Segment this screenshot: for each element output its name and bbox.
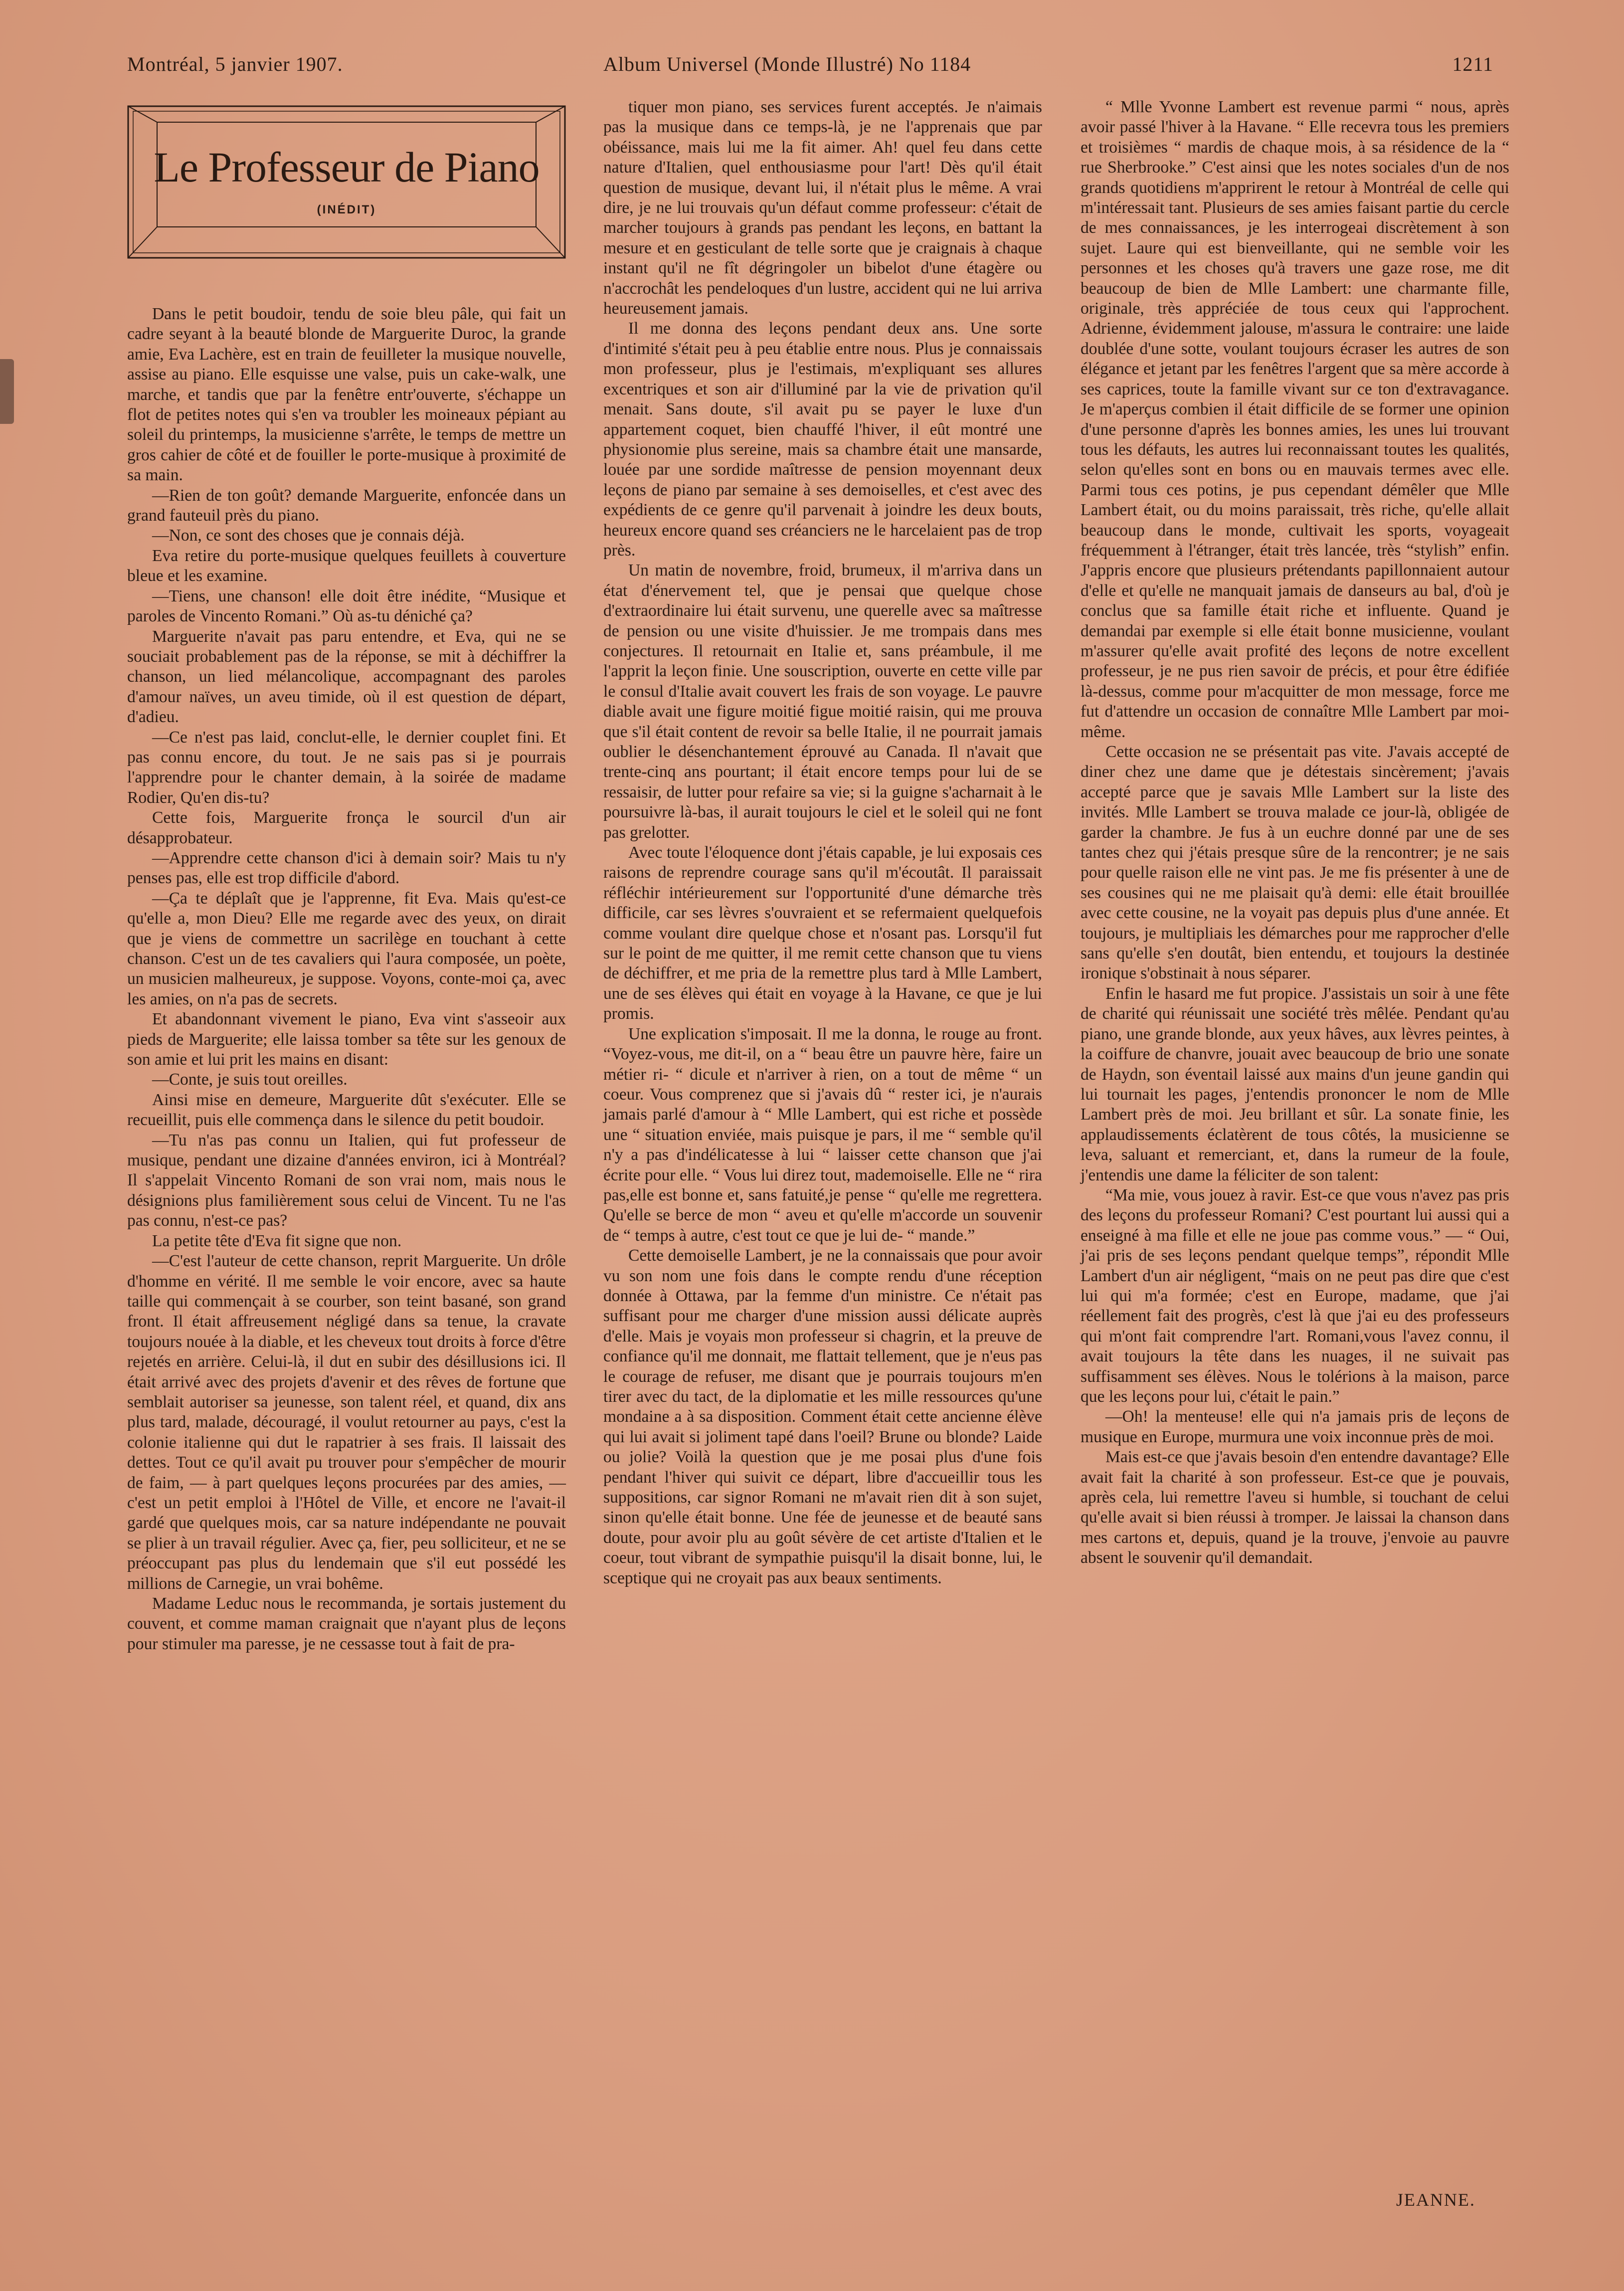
- paragraph: —Ce n'est pas laid, conclut-elle, le dernier couplet fini. Et pas connu encore, du tout. Je ne sais pas si je pourrais l'apprendre pour le chanter demain, à la soirée de madame Rodier, Qu'en dis-tu?: [127, 728, 566, 807]
- paragraph: Ainsi mise en demeure, Marguerite dût s'exécuter. Elle se recueillit, puis elle commença dans le silence du petit boudoir.: [127, 1090, 566, 1130]
- paragraph: “ Mlle Yvonne Lambert est revenue parmi “ nous, après avoir passé l'hiver à la Havane. “ Elle recevra tous les premiers et troisièmes “ mardis de chaque mois, à sa résidence de la “ rue Sherbrooke.” C'est ainsi que les notes sociales d'un de nos grands quotidiens m'apprirent le retour à Montréal de celle qui m'intéressait tant. Plusieurs de ses amies faisant partie du cercle de mes connaissances, je les interrogeai discrètement à son sujet. Laure qui est bienveillante, qui ne semble voir les personnes et les choses qu'à travers une gaze rose, me dit beaucoup de bien de Mlle Lambert: une charmante fille, originale, très appréciée de tous ceux qui l'approchent. Adrienne, évidemment jalouse, m'assura le contraire: une laide doublée d'une sotte, voulant toujours écraser les autres de son élégance et jetant par les fenêtres l'argent que sa mère accorde à ses caprices, toute la famille vivant sur ce ton d'extravagance. Je m'aperçus combien il était difficile de se former une opinion d'une personne d'après les bonnes amies, les unes lui trouvant tous les défauts, les autres lui reconnaissant toutes les qualités, selon qu'elles sont en bons ou en mauvais termes avec elle. Parmi tous ces potins, je pus cependant démêler que Mlle Lambert était, ou du moins paraissait, très riche, qu'elle allait beaucoup dans le monde, cultivait les sports, voyageait fréquemment à l'étranger, était très lancée, très “stylish” enfin. J'appris encore que plusieurs prétendants papillonnaient autour d'elle et qu'elle ne manquait jamais de danseurs au bal, d'où je conclus que sa famille était riche et influente. Quand je demandai par exemple si elle était bonne musicienne, voulant m'assurer qu'elle avait profité des leçons de notre excellent professeur, je ne pus rien savoir de précis, et pour être édifiée là-dessus, comme pour m'acquitter de mon message, force me fut d'attendre un occasion de connaître Mlle Lambert par moi-même.: [1081, 98, 1509, 741]
- paragraph: —Non, ce sont des choses que je connais déjà.: [152, 526, 465, 545]
- paragraph: Madame Leduc nous le recommanda, je sortais justement du couvent, et comme maman craignait que n'ayant plus de leçons pour stimuler ma paresse, je ne cessasse tout à fait de pra-: [127, 1594, 566, 1653]
- paragraph: Cette fois, Marguerite fronça le sourcil d'un air désapprobateur.: [127, 808, 566, 847]
- paragraph: La petite tête d'Eva fit signe que non.: [152, 1231, 402, 1250]
- paragraph: —Oh! la menteuse! elle qui n'a jamais pris de leçons de musique en Europe, murmura une voix inconnue près de moi.: [1081, 1407, 1509, 1446]
- paragraph: Eva retire du porte-musique quelques feuillets à couverture bleue et les examine.: [127, 546, 566, 585]
- paragraph: Un matin de novembre, froid, brumeux, il m'arriva dans un état d'énervement tel, que je pensai que quelque chose d'extraordinaire lui était survenu, une querelle avec sa maîtresse de pension ou une visite d'huissier. Je me trompais dans mes conjectures. Il retournait en Italie et, sans préambule, il me l'apprit la leçon finie. Une souscription, ouverte en cette ville par le consul d'Italie avait couvert les frais de son voyage. Le pauvre diable avait une figure moitié figue moitié raisin, qui me prouva que s'il était content de revoir sa belle Italie, il ne pourrait jamais oublier le désenchantement éprouvé au Canada. Il n'avait que trente-cinq ans pourtant; il était encore temps pour lui de se ressaisir, de lutter pour refaire sa vie; si la guigne s'acharnait à le poursuivre là-bas, il aurait toujours le ciel et le soleil qui ne font pas grelotter.: [603, 561, 1042, 842]
- paragraph: —Apprendre cette chanson d'ici à demain soir? Mais tu n'y penses pas, elle est trop difficile d'abord.: [127, 848, 566, 888]
- paragraph: Marguerite n'avait pas paru entendre, et Eva, qui ne se souciait probablement pas de la réponse, se mit à déchiffrer la chanson, un lied mélancolique, accompagnant des paroles d'amour naïves, un aveu timide, où il est question de départ, d'adieu.: [127, 627, 566, 727]
- paragraph: —Tiens, une chanson! elle doit être inédite, “Musique et paroles de Vincento Romani.” Où as-tu déniché ça?: [127, 586, 566, 626]
- paragraph: —C'est l'auteur de cette chanson, reprit Marguerite. Un drôle d'homme en vérité. Il me semble le voir encore, avec sa haute taille qui commençait à se courber, son teint basané, son grand front. Il était affreusement négligé dans sa tenue, la cravate toujours nouée à la diable, et les cheveux tout droits à force d'être rejetés en arrière. Celui-là, il dut en subir des désillusions ici. Il était arrivé avec des projets d'avenir et des rêves de fortune que semblait autoriser sa jeunesse, son talent réel, et quand, dix ans plus tard, malade, découragé, il voulut retourner au pays, c'est la colonie italienne qui dut le rapatrier à ses frais. Il laissait des dettes. Tout ce qu'il avait pu trouver pour s'empêcher de mourir de faim, — à part quelques leçons procurées par des amies, — c'est un petit emploi à l'Hôtel de Ville, et encore ne l'avait-il gardé que quelques mois, car sa nature indépendante ne pouvait se plier à un travail régulier. Avec ça, fier, peu solliciteur, et ne se préoccupant pas plus du lendemain que s'il eut possédé les millions de Carnegie, un vrai bohême.: [127, 1252, 566, 1593]
- paragraph: —Ça te déplaît que je l'apprenne, fit Eva. Mais qu'est-ce qu'elle a, mon Dieu? Elle me regarde avec des yeux, on dirait que je viens de commettre un sacrilège en touchant à cette chanson. C'est un de tes cavaliers qui l'aura composée, un poète, un musicien malheureux, je suppose. Voyons, conte-moi ça, avec les amies, on n'a pas de secrets.: [127, 889, 566, 1008]
- header-page-number: 1211: [1452, 53, 1493, 75]
- paragraph: Il me donna des leçons pendant deux ans. Une sorte d'intimité s'était peu à peu établie entre nous. Plus je connaissais mon professeur, plus je l'estimais, m'expliquant ses allures excentriques et son air d'illuminé par la vie de privation qu'il menait. Sans doute, s'il avait pu se payer le luxe d'un appartement coquet, bien chauffé l'hiver, il eût montré une physionomie plus sereine, mais sa chambre était une mansarde, louée par une sordide maîtresse de pension moyennant deux leçons de piano par semaine à ses demoiselles, et c'est avec des expédients de ce genre qu'il parvenait à joindre les deux bouts, heureux encore quand ses créanciers ne le harcelaient pas de trop près.: [603, 319, 1042, 560]
- binding-tab: [0, 359, 14, 424]
- author-signature: JEANNE.: [1396, 2190, 1475, 2210]
- article-subtitle: (INÉDIT): [317, 203, 376, 216]
- page-header: [127, 52, 1493, 82]
- paragraph: Cette occasion ne se présentait pas vite. J'avais accepté de diner chez une dame que je détestais sincèrement; j'avais accepté parce que je savais Mlle Lambert sur la liste des invités. Mlle Lambert se trouva malade ce jour-là, obligée de garder la chambre. Je fus à un euchre donné par une de ses tantes chez qui j'étais presque sûre de la rencontrer; je ne sais pour quelle raison elle ne vint pas. Je me fis présenter à une de ses cousines qui ne me plaisait qu'à demi: elle était brouillée avec cette cousine, ne la voyait pas depuis plus d'une année. Et toujours, je multipliais les démarches pour me rapprocher d'elle sans qu'elle s'en doutât, bien entendu, et toujours la destinée ironique s'obstinait à nous séparer.: [1081, 743, 1509, 983]
- paragraph: —Tu n'as pas connu un Italien, qui fut professeur de musique, pendant une dizaine d'années environ, ici à Montréal? Il s'appelait Vincento Romani de son vrai nom, mais nous le désignions plus familièrement sous celui de Vincent. Tu ne l'as pas connu, n'est-ce pas?: [127, 1131, 566, 1230]
- column-2: [603, 97, 1042, 1588]
- paragraph: Mais est-ce que j'avais besoin d'en entendre davantage? Elle avait fait la charité à son professeur. Est-ce que je pouvais, après cela, lui remettre l'aveu si humble, si touchant de celui qu'elle avait si bien réussi à tromper. Je laissai la chanson dans mes cartons et, depuis, quand je la trouve, j'envoie au pauvre absent le souvenir qu'il demandait.: [1081, 1448, 1509, 1567]
- header-date: Montréal, 5 janvier 1907.: [127, 53, 343, 75]
- article-title: Le Professeur de Piano: [154, 143, 540, 191]
- header-publication: Album Universel (Monde Illustré) No 1184: [603, 53, 971, 75]
- paragraph: Avec toute l'éloquence dont j'étais capable, je lui exposais ces raisons de reprendre courage sans qu'il m'écoutât. Il paraissait réfléchir intérieurement sur l'opportunité d'une démarche très difficile, car ses lèvres s'ouvraient et se refermaient quelquefois comme voulant dire quelque chose et n'osant pas. Lorsqu'il fut sur le point de me quitter, il me remit cette chanson que tu viens de déchiffrer, et me pria de la remettre plus tard à Mlle Lambert, une de ses élèves qui était en voyage à la Havane, ce que je lui promis.: [603, 843, 1042, 1023]
- paragraph: Et abandonnant vivement le piano, Eva vint s'asseoir aux pieds de Marguerite; elle laissa tomber sa tête sur les genoux de son amie et lui prit les mains en disant:: [127, 1010, 566, 1069]
- paragraph: —Rien de ton goût? demande Marguerite, enfoncée dans un grand fauteuil près du piano.: [127, 486, 566, 525]
- paragraph: Une explication s'imposait. Il me la donna, le rouge au front. “Voyez-vous, me dit-il, on a “ beau être un pauvre hère, faire un métier ri- “ dicule et n'arriver à rien, on a tout de même “ un coeur. Vous comprenez que si j'avais dû “ rester ici, je n'aurais jamais parlé d'amour à “ Mlle Lambert, qui est riche et possède une “ situation enviée, mais puisque je pars, il me “ semble qu'il n'y a pas d'indélicatesse à lui “ laisser cette chanson que j'ai écrite pour elle. “ Vous lui direz tout, mademoiselle. Elle ne “ rira pas,elle est bonne et, sans fatuité,je pense “ qu'elle me regrettera. Qu'elle se berce de mon “ aveu et qu'elle m'accorde un souvenir de “ temps à autre, c'est tout ce que je lui de- “ mande.”: [603, 1024, 1042, 1245]
- paragraph: “Ma mie, vous jouez à ravir. Est-ce que vous n'avez pas pris des leçons du professeur Romani? C'est pourtant lui aussi qui a enseigné à ma fille et elle ne joue pas comme vous.” — “ Oui, j'ai pris de ses leçons pendant quelque temps”, répondit Mlle Lambert d'un air négligent, “mais on ne peut pas dire que c'est lui qui m'a formée; c'est en Europe, madame, que j'ai réellement fait des progrès, c'est là que j'ai eu des professeurs qui m'ont fait comprendre l'art. Romani,vous l'avez connu, il avait toujours la tête dans les nuages, il ne suivait pas suffisamment ses élèves. Nous le tolérions à la maison, parce que les leçons pour lui, c'était le pain.”: [1081, 1185, 1509, 1406]
- paragraph: tiquer mon piano, ses services furent acceptés. Je n'aimais pas la musique dans ce temps-là, je ne l'apprenais que par obéissance, mais lui me la fit aimer. Ah! quel feu dans cette nature d'Italien, quel enthousiasme pour l'art! Dès qu'il était question de musique, devant lui, il n'était plus le même. A vrai dire, je ne lui trouvais qu'un défaut comme professeur: c'était de marcher toujours à grands pas pendant les leçons, en battant la mesure et en gesticulant de telle sorte que je craignais à chaque instant qu'il ne fît dégringoler un bibelot d'une étagère ou n'accrochât les pendeloques d'un lustre, accident qui ne lui arriva heureusement jamais.: [603, 98, 1042, 318]
- paragraph: Dans le petit boudoir, tendu de soie bleu pâle, qui fait un cadre seyant à la beauté blonde de Marguerite Duroc, la grande amie, Eva Lachère, est en train de feuilleter la musique nouvelle, assise au piano. Elle esquisse une valse, puis un cake-walk, une marche, et tandis que par la fenêtre entr'ouverte, s'échappe un flot de petites notes qui s'en va troubler les moineaux pépiant au soleil du printemps, la musicienne s'arrête, le temps de mettre un gros cahier de côté et de fouiller le porte-musique à proximité de sa main.: [127, 305, 566, 485]
- paragraph: —Conte, je suis tout oreilles.: [152, 1070, 348, 1089]
- paragraph: Enfin le hasard me fut propice. J'assistais un soir à une fête de charité qui réunissait une société très mêlée. Pendant qu'au piano, une grande blonde, aux yeux hâves, aux lèvres peintes, à la coiffure de chanvre, jouait avec beaucoup de brio une sonate de Haydn, son éventail laissé aux mains d'un jeune gandin qui lui tournait les pages, j'entendis prononcer le nom de Mlle Lambert près de moi. Jeu brillant et sûr. La sonate finie, les applaudissements éclatèrent de tous côtés, la musicienne se leva, saluant et remerciant, et, dans la rumeur de la foule, j'entendis une dame la féliciter de son talent:: [1081, 984, 1509, 1184]
- title-box: [127, 102, 566, 262]
- column-3: [1081, 97, 1509, 1568]
- paragraph: Cette demoiselle Lambert, je ne la connaissais que pour avoir vu son nom une fois dans le compte rendu d'une réception donnée à Ottawa, par la femme d'un ministre. Ce n'était pas suffisant pour me charger d'une mission aussi délicate auprès d'elle. Mais je voyais mon professeur si chagrin, et la preuve de confiance qu'il me donnait, me flattait tellement, que je n'eus pas le courage de refuser, me disant que je pourrais toujours m'en tirer avec du tact, de la diplomatie et les mille ressources qu'une mondaine a à sa disposition. Comment était cette ancienne élève qui lui avait si joliment tapé dans l'oeil? Brune ou blonde? Laide ou jolie? Voilà la question que je me posai plus d'une fois pendant l'hiver qui suivit ce départ, libre d'accueillir tous les suppositions, car signor Romani ne m'avait rien dit à son sujet, sinon qu'elle était bonne. Une fée de jeunesse et de beauté sans doute, pour avoir plu au goût sévère de cet artiste d'Italien et le coeur, tout vibrant de sympathie puisqu'il la disait bonne, lui, le sceptique qui ne croyait pas aux beaux sentiments.: [603, 1246, 1042, 1587]
- column-1: [127, 304, 566, 1654]
